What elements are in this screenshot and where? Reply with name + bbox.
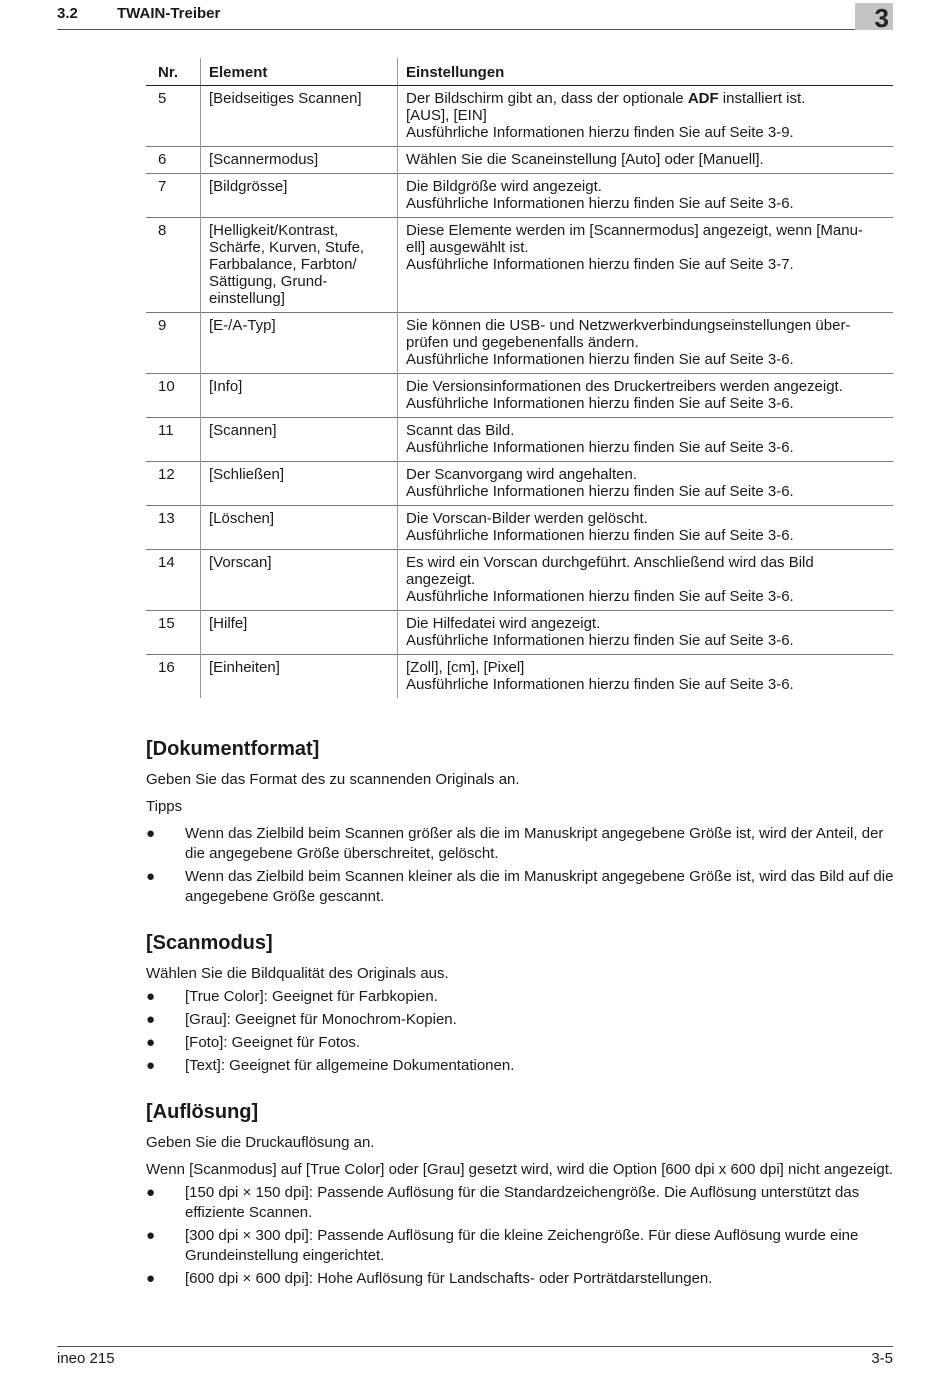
settings-line: Es wird ein Vorscan durchgeführt. Anschließend wird das Bild xyxy=(406,554,814,571)
list-item xyxy=(146,1269,894,1289)
settings-line: Ausführliche Informationen hierzu finden Sie auf Seite 3-9. xyxy=(406,124,794,141)
table-row xyxy=(146,550,893,611)
cell-nr: 12 xyxy=(146,462,201,506)
cell-element xyxy=(201,611,398,655)
element-line: Schärfe, Kurven, Stufe, xyxy=(209,239,365,256)
settings-line: Ausführliche Informationen hierzu finden Sie auf Seite 3-6. xyxy=(406,588,794,605)
tips-label: Tipps xyxy=(146,798,183,815)
settings-line: Ausführliche Informationen hierzu finden Sie auf Seite 3-6. xyxy=(406,632,794,649)
table-row xyxy=(146,655,893,699)
settings-line: Ausführliche Informationen hierzu finden Sie auf Seite 3-6. xyxy=(406,676,794,693)
cell-element xyxy=(201,462,398,506)
element-line: [Scannermodus] xyxy=(209,151,319,168)
settings-line: Die Bildgröße wird angezeigt. xyxy=(406,178,602,195)
bullet-icon: ● xyxy=(146,988,156,1005)
element-line: [Einheiten] xyxy=(209,659,280,676)
settings-line: Ausführliche Informationen hierzu finden Sie auf Seite 3-6. xyxy=(406,395,794,412)
cell-settings xyxy=(398,174,894,218)
settings-line: Sie können die USB- und Netzwerkverbindungseinstellungen über- xyxy=(406,317,851,334)
element-line: [Bildgrösse] xyxy=(209,178,288,195)
table-row xyxy=(146,506,893,550)
list-item-text: [150 dpi × 150 dpi]: Passende Auflösung für die Standardzeichengröße. Die Auflösung unterstützt das effiziente Scannen. xyxy=(185,1184,860,1221)
cell-element xyxy=(201,218,398,313)
settings-line: angezeigt. xyxy=(406,571,476,588)
settings-table xyxy=(146,58,893,698)
list-item-text: [600 dpi × 600 dpi]: Hohe Auflösung für Landschafts- oder Porträtdarstellungen. xyxy=(185,1270,713,1287)
element-line: [Schließen] xyxy=(209,466,285,483)
cell-settings xyxy=(398,462,894,506)
cell-nr: 8 xyxy=(146,218,201,313)
aufloesung-bullet-list xyxy=(146,1183,894,1289)
main-content xyxy=(146,736,894,1292)
heading-aufloesung: [Auflösung] xyxy=(146,1101,259,1123)
settings-line: Diese Elemente werden im [Scannermodus] angezeigt, wenn [Manu- xyxy=(406,222,863,239)
settings-line: Die Vorscan-Bilder werden gelöscht. xyxy=(406,510,648,527)
cell-settings xyxy=(398,313,894,374)
footer-product: ineo 215 xyxy=(57,1350,115,1367)
settings-bold-text: ADF xyxy=(687,90,719,107)
list-item-text: [True Color]: Geeignet für Farbkopien. xyxy=(185,988,438,1005)
settings-line: Wählen Sie die Scaneinstellung [Auto] oder [Manuell]. xyxy=(406,151,764,168)
settings-text: installiert ist. xyxy=(718,90,806,107)
settings-line: Ausführliche Informationen hierzu finden Sie auf Seite 3-6. xyxy=(406,439,794,456)
table-row xyxy=(146,174,893,218)
table-header-row xyxy=(146,58,893,86)
cell-element xyxy=(201,86,398,147)
chapter-tab xyxy=(855,3,893,33)
settings-line: Ausführliche Informationen hierzu finden Sie auf Seite 3-6. xyxy=(406,527,794,544)
section-title: TWAIN-Treiber xyxy=(117,5,221,22)
aufloesung-note: Wenn [Scanmodus] auf [True Color] oder [Grau] gesetzt wird, wird die Option [600 dpi x 600 dpi] nicht angezeigt. xyxy=(146,1161,894,1178)
list-item xyxy=(146,987,894,1007)
settings-line xyxy=(406,90,885,107)
cell-element xyxy=(201,147,398,174)
section-number: 3.2 xyxy=(57,5,78,22)
cell-element xyxy=(201,506,398,550)
element-line: [Beidseitiges Scannen] xyxy=(209,90,362,107)
cell-element xyxy=(201,550,398,611)
table-row xyxy=(146,374,893,418)
cell-nr: 11 xyxy=(146,418,201,462)
list-item xyxy=(146,1183,894,1223)
cell-settings xyxy=(398,506,894,550)
cell-element xyxy=(201,655,398,699)
cell-nr: 16 xyxy=(146,655,201,699)
footer-rule xyxy=(57,1346,893,1347)
cell-nr: 9 xyxy=(146,313,201,374)
dokumentformat-intro: Geben Sie das Format des zu scannenden Originals an. xyxy=(146,771,520,788)
settings-line: Ausführliche Informationen hierzu finden Sie auf Seite 3-6. xyxy=(406,483,794,500)
settings-line: Ausführliche Informationen hierzu finden Sie auf Seite 3-6. xyxy=(406,351,794,368)
list-item xyxy=(146,867,894,907)
page-header xyxy=(57,3,893,31)
cell-settings xyxy=(398,374,894,418)
cell-settings xyxy=(398,418,894,462)
cell-nr: 5 xyxy=(158,90,167,107)
cell-nr: 13 xyxy=(146,506,201,550)
list-item xyxy=(146,1010,894,1030)
element-line: [Scannen] xyxy=(209,422,277,439)
cell-element xyxy=(201,174,398,218)
settings-line: [Zoll], [cm], [Pixel] xyxy=(406,659,525,676)
header-rule xyxy=(57,29,855,30)
cell-settings xyxy=(398,611,894,655)
chapter-number: 3 xyxy=(874,3,889,33)
table-row xyxy=(146,418,893,462)
list-item-text: [300 dpi × 300 dpi]: Passende Auflösung für die kleine Zeichengröße. Für diese Auflösung wurde eine Grundeinstellung eingerichtet. xyxy=(185,1227,859,1264)
cell-settings xyxy=(398,147,894,174)
scanmodus-bullet-list xyxy=(146,987,894,1076)
list-item xyxy=(146,824,894,864)
cell-nr: 6 xyxy=(146,147,201,174)
cell-nr: 10 xyxy=(146,374,201,418)
scanmodus-intro: Wählen Sie die Bildqualität des Originals aus. xyxy=(146,965,449,982)
element-line: [Löschen] xyxy=(209,510,275,527)
cell-settings xyxy=(398,550,894,611)
element-line: [Helligkeit/Kontrast, xyxy=(209,222,339,239)
settings-line: Ausführliche Informationen hierzu finden Sie auf Seite 3-7. xyxy=(406,256,794,273)
element-line: einstellung] xyxy=(209,290,285,307)
table-row xyxy=(146,611,893,655)
list-item xyxy=(146,1226,894,1266)
table-row xyxy=(146,86,893,147)
element-line: [Vorscan] xyxy=(209,554,272,571)
aufloesung-intro: Geben Sie die Druckauflösung an. xyxy=(146,1134,375,1151)
cell-settings xyxy=(398,218,894,313)
cell-element xyxy=(201,313,398,374)
cell-nr: 15 xyxy=(146,611,201,655)
bullet-icon: ● xyxy=(146,1227,156,1244)
cell-settings xyxy=(398,655,894,699)
cell-settings xyxy=(398,86,894,147)
settings-line: Ausführliche Informationen hierzu finden Sie auf Seite 3-6. xyxy=(406,195,794,212)
list-item-text: Wenn das Zielbild beim Scannen größer als die im Manuskript angegebene Größe ist, wird der Anteil, der die angegebene Größe überschreitet, gelöscht. xyxy=(185,825,884,862)
element-line: Sättigung, Grund- xyxy=(209,273,328,290)
cell-nr: 14 xyxy=(146,550,201,611)
element-line: Farbbalance, Farbton/ xyxy=(209,256,357,273)
list-item xyxy=(146,1056,894,1076)
cell-nr: 7 xyxy=(146,174,201,218)
column-header-nr: Nr. xyxy=(146,58,201,86)
list-item xyxy=(146,1033,894,1053)
table-row xyxy=(146,462,893,506)
element-line: [Info] xyxy=(209,378,243,395)
table-row xyxy=(146,218,893,313)
cell-element xyxy=(201,374,398,418)
settings-line: Der Scanvorgang wird angehalten. xyxy=(406,466,637,483)
bullet-icon: ● xyxy=(146,1011,156,1028)
settings-line: prüfen und gegebenenfalls ändern. xyxy=(406,334,639,351)
settings-line: [AUS], [EIN] xyxy=(406,107,487,124)
heading-scanmodus: [Scanmodus] xyxy=(146,932,273,954)
list-item-text: [Foto]: Geeignet für Fotos. xyxy=(185,1034,361,1051)
bullet-icon: ● xyxy=(146,1270,156,1287)
settings-line: Scannt das Bild. xyxy=(406,422,515,439)
column-header-settings: Einstellungen xyxy=(398,58,894,86)
settings-text: Der Bildschirm gibt an, dass der optionale xyxy=(406,90,688,107)
settings-line: ell] ausgewählt ist. xyxy=(406,239,529,256)
footer-page-number: 3-5 xyxy=(871,1350,893,1367)
element-line: [E-/A-Typ] xyxy=(209,317,276,334)
table-row xyxy=(146,147,893,174)
table-row xyxy=(146,313,893,374)
bullet-icon: ● xyxy=(146,868,156,885)
list-item-text: Wenn das Zielbild beim Scannen kleiner als die im Manuskript angegebene Größe ist, wird das Bild auf die angegebene Größe gescannt. xyxy=(185,868,894,905)
heading-dokumentformat: [Dokumentformat] xyxy=(146,738,320,760)
list-item-text: [Text]: Geeignet für allgemeine Dokumentationen. xyxy=(185,1057,515,1074)
settings-line: Die Versionsinformationen des Druckertreibers werden angezeigt. xyxy=(406,378,843,395)
list-item-text: [Grau]: Geeignet für Monochrom-Kopien. xyxy=(185,1011,457,1028)
settings-line: Die Hilfedatei wird angezeigt. xyxy=(406,615,601,632)
bullet-icon: ● xyxy=(146,1184,156,1201)
column-header-element: Element xyxy=(201,58,398,86)
dokumentformat-bullet-list xyxy=(146,824,894,907)
cell-element xyxy=(201,418,398,462)
bullet-icon: ● xyxy=(146,1057,156,1074)
element-line: [Hilfe] xyxy=(209,615,248,632)
bullet-icon: ● xyxy=(146,1034,156,1051)
bullet-icon: ● xyxy=(146,825,156,842)
